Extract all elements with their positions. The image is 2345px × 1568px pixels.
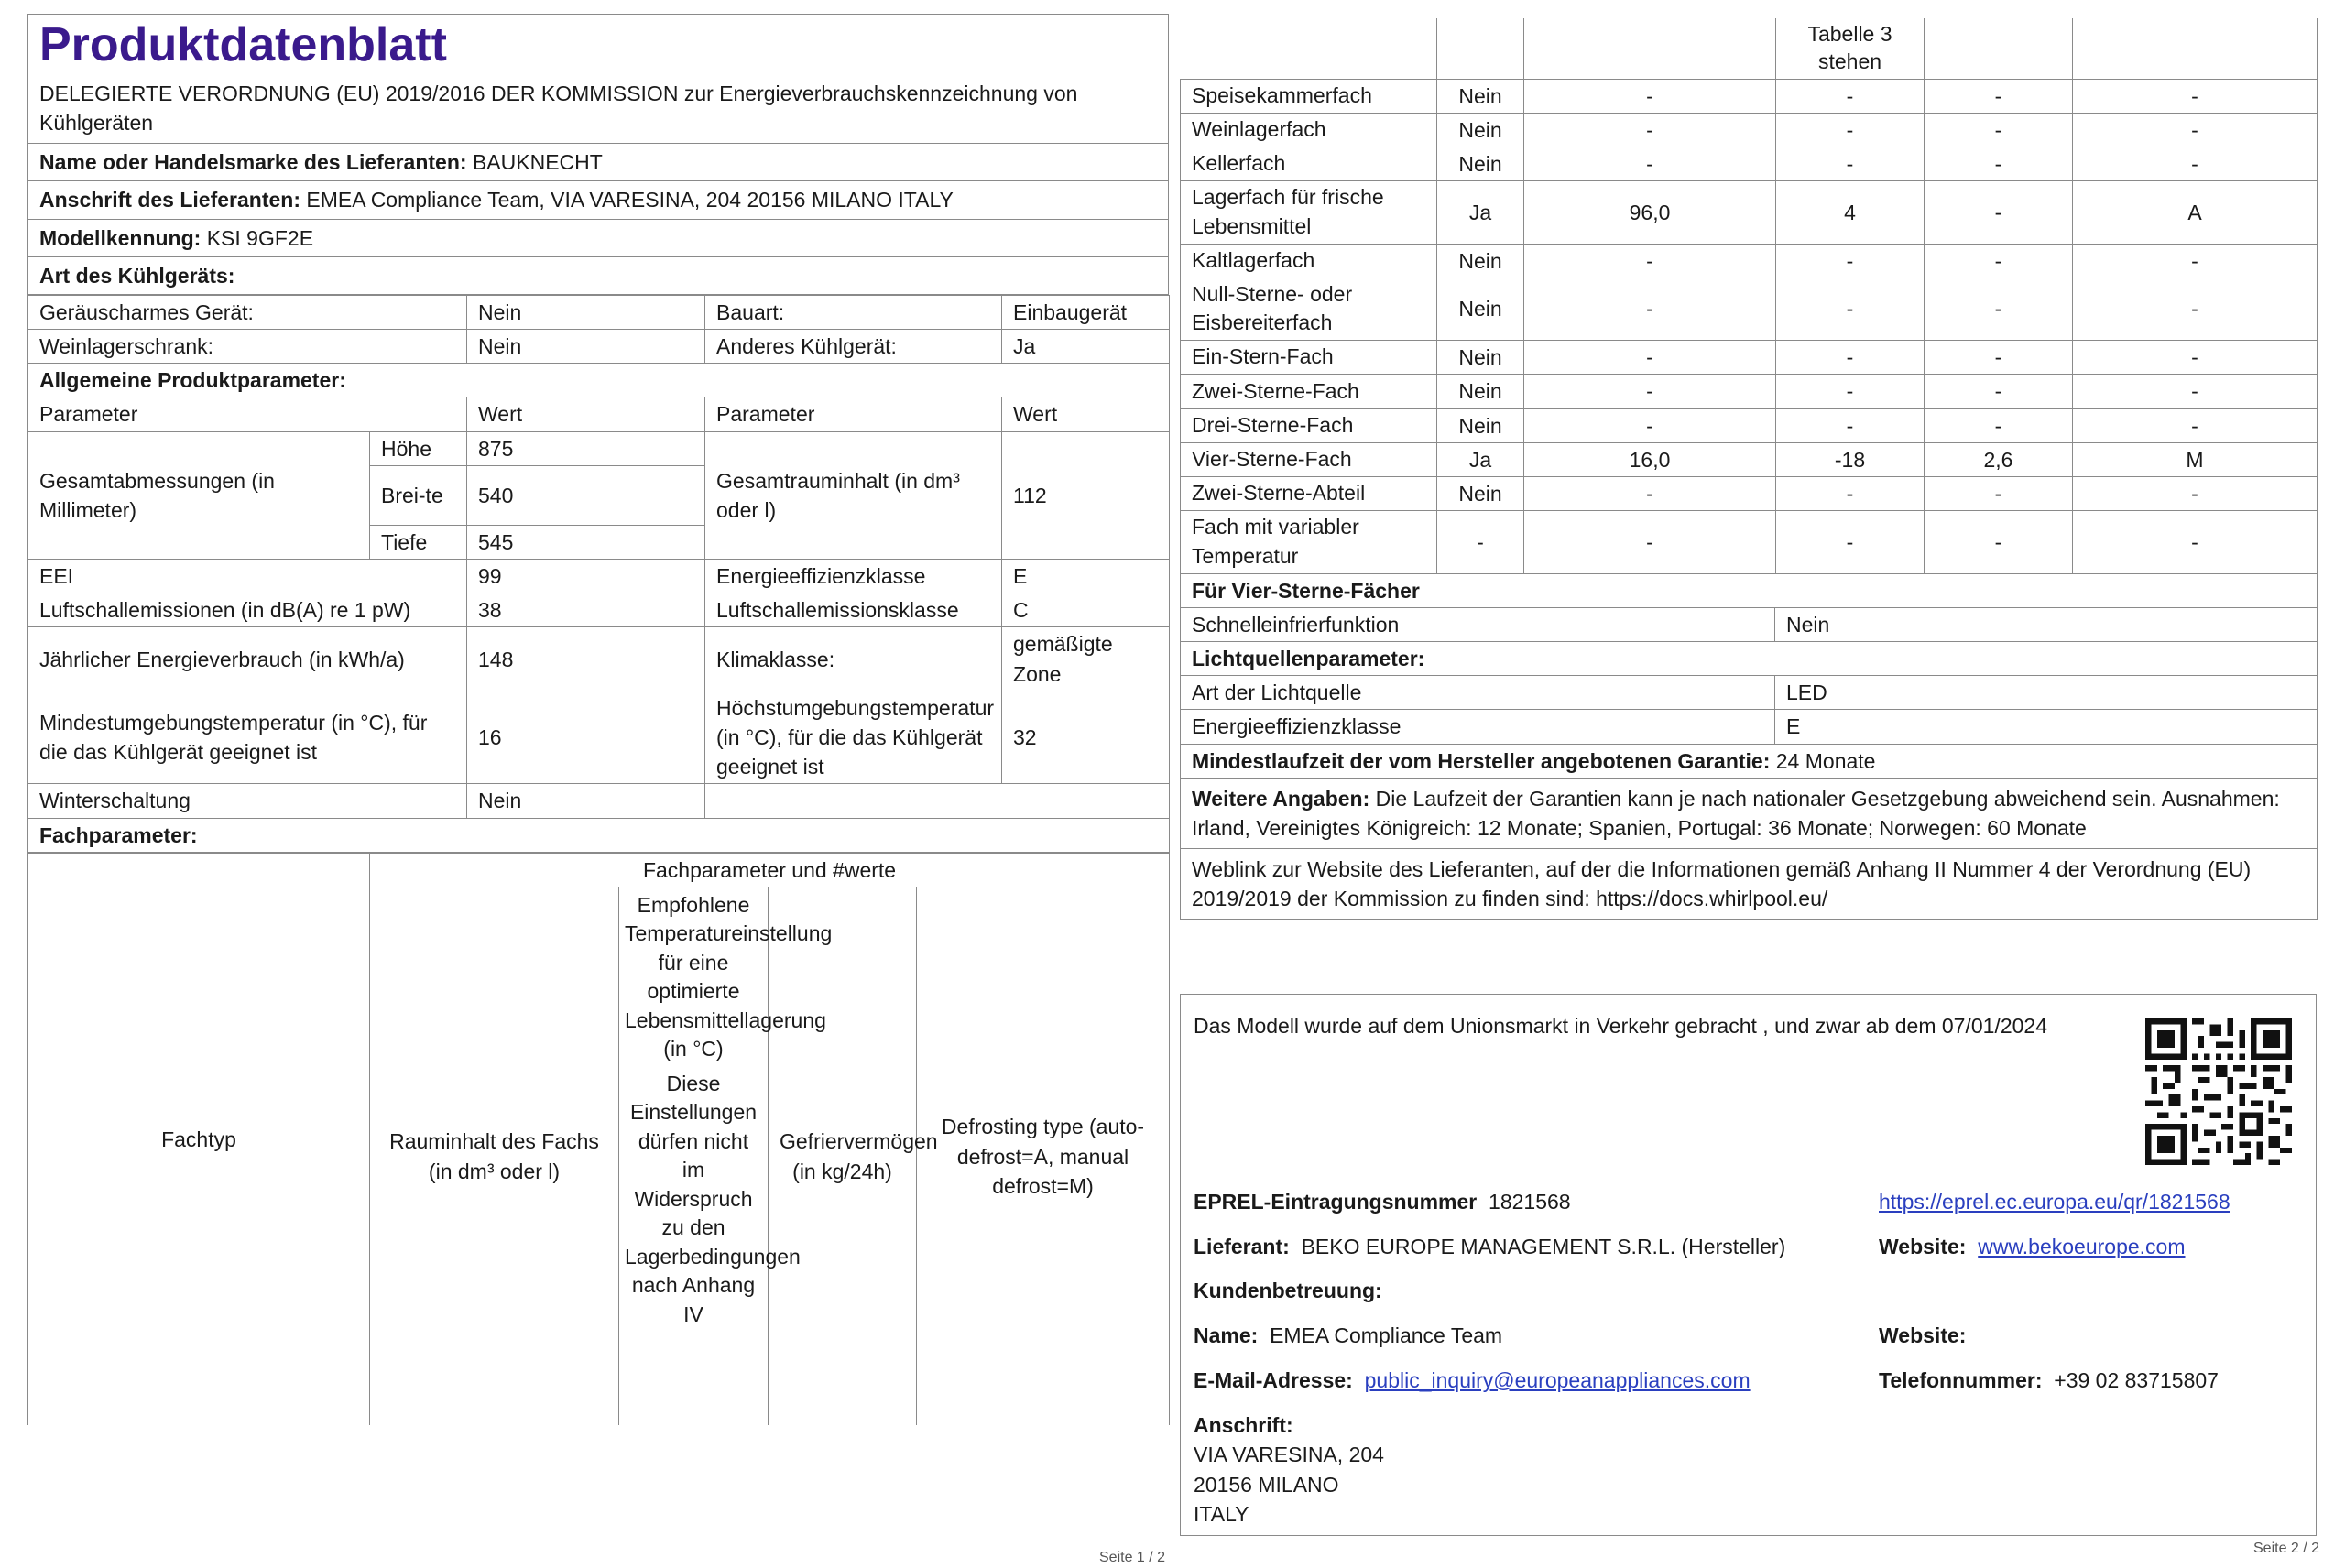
compartment-type: Null-Sterne- oder Eisbereiterfach — [1181, 278, 1437, 340]
compartment-value: - — [2073, 511, 2318, 573]
winter-label: Winterschaltung — [28, 784, 467, 818]
compartment-value: - — [1524, 278, 1776, 340]
compartment-value: - — [1925, 113, 2073, 147]
compartment-value: - — [1524, 476, 1776, 510]
compartment-value: Nein — [1437, 375, 1524, 408]
type-label: Geräuscharmes Gerät: — [28, 295, 467, 329]
compartment-value: - — [1925, 244, 2073, 278]
compartment-value: - — [2073, 375, 2318, 408]
compartment-value: Nein — [1437, 79, 1524, 113]
compartment-heading: Fachparameter: — [28, 818, 1170, 852]
compartment-type: Ein-Stern-Fach — [1181, 341, 1437, 375]
compartment-value: - — [1776, 79, 1925, 113]
compartment-value: - — [2073, 147, 2318, 180]
type-value: Nein — [467, 330, 705, 364]
supplier-name-row — [27, 144, 1169, 181]
light-type-value: LED — [1775, 676, 2318, 710]
compartment-value: - — [1524, 511, 1776, 573]
email-label: E-Mail-Adresse: — [1194, 1368, 1353, 1392]
website-row — [1879, 1232, 2186, 1261]
param-row — [28, 560, 1170, 593]
freeze-header: Gefriervermögen (in kg/24h) — [769, 887, 917, 1425]
compartment-value: - — [1925, 408, 2073, 442]
type-label: Anderes Kühlgerät: — [705, 330, 1002, 364]
eprel-row — [1194, 1187, 1571, 1216]
supplier-row — [1194, 1232, 1785, 1261]
temperature-header-text: Empfohlene Temperatureinstellung für eine optimierte Lebensmittellagerung (in °C) — [625, 892, 833, 1062]
volume-label: Gesamtrauminhalt (in dm³ oder l) — [705, 431, 1002, 559]
market-text: Das Modell wurde auf dem Unionsmarkt in Verkehr gebracht , und zwar ab dem 07/01/2024 — [1194, 1014, 2048, 1038]
compartment-value: - — [1437, 511, 1524, 573]
compartment-value: - — [2073, 244, 2318, 278]
compartment-value: - — [1524, 113, 1776, 147]
contact-name-row — [1194, 1321, 1502, 1350]
column-header: Parameter — [28, 397, 467, 431]
compartment-value: Ja — [1437, 442, 1524, 476]
compartment-value: - — [1776, 476, 1925, 510]
compartment-row — [1181, 442, 2318, 476]
supplier-label: Lieferant: — [1194, 1235, 1290, 1258]
four-star-table — [1180, 574, 2318, 920]
compartment-value: - — [1524, 341, 1776, 375]
compartment-type: Lagerfach für frische Lebensmittel — [1181, 181, 1437, 244]
compartment-value: Nein — [1437, 147, 1524, 180]
compartment-value: - — [1776, 341, 1925, 375]
compartment-value: - — [1776, 113, 1925, 147]
compartment-value: A — [2073, 181, 2318, 244]
type-label: Bauart: — [705, 295, 1002, 329]
fast-freeze-label: Schnelleinfrierfunktion — [1181, 607, 1775, 641]
compartment-value: - — [1524, 79, 1776, 113]
param-row — [28, 627, 1170, 691]
compartment-type: Speisekammerfach — [1181, 79, 1437, 113]
compartment-type: Zwei-Sterne-Fach — [1181, 375, 1437, 408]
general-header-row — [28, 397, 1170, 431]
winter-row — [28, 784, 1170, 818]
contact-name-label: Name: — [1194, 1323, 1259, 1347]
type-heading: Art des Kühlgeräts: — [27, 257, 1169, 295]
defrost-header: Defrosting type (auto-defrost=A, manual defrost=M) — [917, 887, 1170, 1425]
dim-label: Tiefe — [370, 525, 467, 559]
param-label: Mindestumgebungstemperatur (in °C), für die das Kühlgerät geeignet ist — [28, 691, 467, 784]
main-table — [27, 295, 1170, 853]
footer-page-1: Seite 1 / 2 — [1099, 1550, 1166, 1565]
compartment-value: - — [2073, 408, 2318, 442]
dim-value: 545 — [467, 525, 705, 559]
page-2 — [1180, 18, 2317, 920]
compartment-value: - — [2073, 79, 2318, 113]
compartment-row — [1181, 181, 2318, 244]
param-label: Höchstumgebungstemperatur (in °C), für die das Kühlgerät geeignet ist — [705, 691, 1002, 784]
address-heading: Anschrift: — [1194, 1413, 1293, 1437]
compartment-value: - — [1524, 147, 1776, 180]
type-label: Weinlagerschrank: — [28, 330, 467, 364]
compartment-value: 4 — [1776, 181, 1925, 244]
website-label: Website: — [1879, 1235, 1967, 1258]
light-class-label: Energieeffizienzklasse — [1181, 710, 1775, 744]
compartment-value: 96,0 — [1524, 181, 1776, 244]
supplier-name-value: BAUKNECHT — [472, 150, 603, 175]
compartment-value: Nein — [1437, 341, 1524, 375]
phone-label: Telefonnummer: — [1879, 1368, 2043, 1392]
param-value: 38 — [467, 593, 705, 627]
compartment-row — [1181, 147, 2318, 180]
warranty-row — [1181, 744, 2318, 778]
type-value: Nein — [467, 295, 705, 329]
param-label: Energieeffizienzklasse — [705, 560, 1002, 593]
compartment-value: - — [2073, 278, 2318, 340]
compartment-row — [1181, 476, 2318, 510]
compartment-type: Weinlagerfach — [1181, 113, 1437, 147]
regulation-text: DELEGIERTE VERORDNUNG (EU) 2019/2016 DER KOMMISSION zur Energieverbrauchskennzeichnung von Kühlgeräten — [39, 81, 1078, 135]
supplier-value: BEKO EUROPE MANAGEMENT S.R.L. (Hersteller) — [1301, 1235, 1786, 1258]
compartment-value: Ja — [1437, 181, 1524, 244]
compartment-value: - — [1925, 79, 2073, 113]
param-label: EEI — [28, 560, 467, 593]
weblink-row — [1181, 849, 2318, 920]
param-value: 16 — [467, 691, 705, 784]
compartment-value: Nein — [1437, 408, 1524, 442]
light-heading: Lichtquellenparameter: — [1181, 641, 2318, 675]
light-type-label: Art der Lichtquelle — [1181, 676, 1775, 710]
compartment-value: Nein — [1437, 244, 1524, 278]
compartment-value: - — [1925, 181, 2073, 244]
contact-name-value: EMEA Compliance Team — [1270, 1323, 1503, 1347]
warranty-label: Mindestlaufzeit der vom Hersteller angebotenen Garantie: — [1192, 748, 1771, 773]
param-label: Jährlicher Energieverbrauch (in kWh/a) — [28, 627, 467, 691]
compartment-value: - — [2073, 476, 2318, 510]
compartment-value: - — [1776, 244, 1925, 278]
warranty-value: 24 Monate — [1775, 748, 1876, 773]
compartment-row — [1181, 341, 2318, 375]
param-value: C — [1002, 593, 1170, 627]
dim-value: 875 — [467, 431, 705, 465]
compartment-value: - — [1524, 408, 1776, 442]
param-value: E — [1002, 560, 1170, 593]
param-label: Luftschallemissionsklasse — [705, 593, 1002, 627]
model-row — [27, 220, 1169, 257]
light-class-value: E — [1775, 710, 2318, 744]
compartment-value: - — [1776, 408, 1925, 442]
compartment-value: - — [1776, 147, 1925, 180]
email-link[interactable]: public_inquiry@europeanappliances.com — [1364, 1368, 1751, 1392]
compartment-value: - — [1524, 375, 1776, 408]
compartment-type: Vier-Sterne-Fach — [1181, 442, 1437, 476]
weblink-value[interactable]: https://docs.whirlpool.eu/ — [1596, 887, 1828, 911]
eprel-link[interactable]: https://eprel.ec.europa.eu/qr/1821568 — [1879, 1190, 2230, 1214]
compartment-value: - — [2073, 341, 2318, 375]
service-heading: Kundenbetreuung: — [1194, 1279, 1382, 1302]
website-2-label: Website: — [1879, 1323, 1967, 1347]
compartment-value: 2,6 — [1925, 442, 2073, 476]
address-line: 20156 MILANO — [1194, 1472, 1339, 1497]
more-info-value: Die Laufzeit der Garantien kann je nach nationaler Gesetzgebung abweichend sein. Ausnahmen: Irland, Vereinigtes Königreich: 12 Monate; Spanien, Portugal: 36 Monate; Norwegen: 60 Monate — [1192, 786, 2280, 840]
address-line: VIA VARESINA, 204 — [1194, 1443, 1384, 1466]
winter-value: Nein — [467, 784, 705, 818]
compartment-value: 16,0 — [1524, 442, 1776, 476]
dim-value: 540 — [467, 465, 705, 525]
footer-page-2: Seite 2 / 2 — [2253, 1541, 2320, 1556]
supplier-name-label: Name oder Handelsmarke des Lieferanten: — [39, 150, 467, 175]
compartment-group-header: Fachparameter und #werte — [370, 853, 1170, 887]
eprel-label: EPREL-Eintragungsnummer — [1194, 1190, 1478, 1214]
compartment-value: - — [1776, 375, 1925, 408]
param-value: gemäßigte Zone — [1002, 627, 1170, 691]
compartment-row — [1181, 244, 2318, 278]
website-link[interactable]: www.bekoeurope.com — [1978, 1235, 2186, 1258]
address-block — [1194, 1440, 1384, 1530]
more-info-row — [1181, 778, 2318, 848]
eprel-value: 1821568 — [1489, 1190, 1571, 1214]
compartment-type: Kellerfach — [1181, 147, 1437, 180]
compartment-row — [1181, 511, 2318, 573]
temperature-header — [619, 887, 833, 1425]
compartment-type: Zwei-Sterne-Abteil — [1181, 476, 1437, 510]
qr-code-icon[interactable] — [2145, 1018, 2292, 1165]
supplier-address-value: EMEA Compliance Team, VIA VARESINA, 204 20156 MILANO ITALY — [306, 188, 954, 212]
compartment-value: - — [1925, 375, 2073, 408]
compartment-table — [1180, 18, 2318, 574]
volume-value: 112 — [1002, 431, 1170, 559]
compartment-row — [1181, 113, 2318, 147]
dim-label: Höhe — [370, 431, 467, 465]
param-value: 99 — [467, 560, 705, 593]
compartment-type: Kaltlagerfach — [1181, 244, 1437, 278]
column-header: Wert — [1002, 397, 1170, 431]
param-value: 148 — [467, 627, 705, 691]
compartment-value: - — [1925, 511, 2073, 573]
model-label: Modellkennung: — [39, 225, 202, 250]
page-1 — [27, 14, 1169, 1425]
phone-row — [1879, 1366, 2219, 1395]
compartment-value: M — [2073, 442, 2318, 476]
type-row — [28, 330, 1170, 364]
compartment-value: -18 — [1776, 442, 1925, 476]
supplier-address-label: Anschrift des Lieferanten: — [39, 188, 300, 212]
column-header: Wert — [467, 397, 705, 431]
compartment-type: Drei-Sterne-Fach — [1181, 408, 1437, 442]
compartment-value: - — [2073, 113, 2318, 147]
address-line: ITALY — [1194, 1502, 1249, 1527]
compartment-row — [1181, 79, 2318, 113]
more-info-label: Weitere Angaben: — [1192, 786, 1370, 811]
param-row — [28, 691, 1170, 784]
param-label: Luftschallemissionen (in dB(A) re 1 pW) — [28, 593, 467, 627]
compartment-row — [1181, 375, 2318, 408]
compartment-value: - — [1776, 278, 1925, 340]
continuation-note: Tabelle 3 stehen — [1776, 18, 1925, 79]
dimensions-label: Gesamtabmessungen (in Millimeter) — [28, 431, 370, 559]
compartment-value: Nein — [1437, 113, 1524, 147]
four-star-heading: Für Vier-Sterne-Fächer — [1181, 574, 2318, 608]
phone-value: +39 02 83715807 — [2054, 1368, 2219, 1392]
compartment-row — [1181, 408, 2318, 442]
type-value: Ja — [1002, 330, 1170, 364]
compartment-value: - — [1925, 341, 2073, 375]
compartment-value: - — [1925, 278, 2073, 340]
compartment-type-header: Fachtyp — [28, 853, 370, 1425]
volume-header: Rauminhalt des Fachs (in dm³ oder l) — [370, 887, 619, 1425]
compartment-value: Nein — [1437, 278, 1524, 340]
general-heading: Allgemeine Produktparameter: — [28, 364, 1170, 397]
compartment-value: - — [1524, 244, 1776, 278]
compartment-value: Nein — [1437, 476, 1524, 510]
param-value: 32 — [1002, 691, 1170, 784]
eprel-box — [1180, 994, 2317, 1536]
supplier-address-row — [27, 181, 1169, 219]
column-header: Parameter — [705, 397, 1002, 431]
model-value: KSI 9GF2E — [206, 225, 314, 250]
page-title: Produktdatenblatt — [39, 18, 447, 71]
temperature-header-note: Diese Einstellungen dürfen nicht im Widerspruch zu den Lagerbedingungen nach Anhang IV — [625, 1071, 801, 1326]
param-label: Klimaklasse: — [705, 627, 1002, 691]
compartment-value: - — [1925, 147, 2073, 180]
fast-freeze-value: Nein — [1775, 607, 2318, 641]
compartment-row — [1181, 278, 2318, 340]
compartment-type: Fach mit variabler Temperatur — [1181, 511, 1437, 573]
compartment-value: - — [1776, 511, 1925, 573]
param-row — [28, 593, 1170, 627]
dim-label: Brei-te — [370, 465, 467, 525]
weblink-text: Weblink zur Website des Lieferanten, auf der die Informationen gemäß Anhang II Nummer 4 der Verordnung (EU) 2019/2019 der Kommission zu finden sind: — [1192, 857, 2252, 911]
compartment-value: - — [1925, 476, 2073, 510]
compartment-header-table — [27, 853, 1170, 1426]
email-row — [1194, 1366, 1751, 1395]
type-value: Einbaugerät — [1002, 295, 1170, 329]
type-row — [28, 295, 1170, 329]
